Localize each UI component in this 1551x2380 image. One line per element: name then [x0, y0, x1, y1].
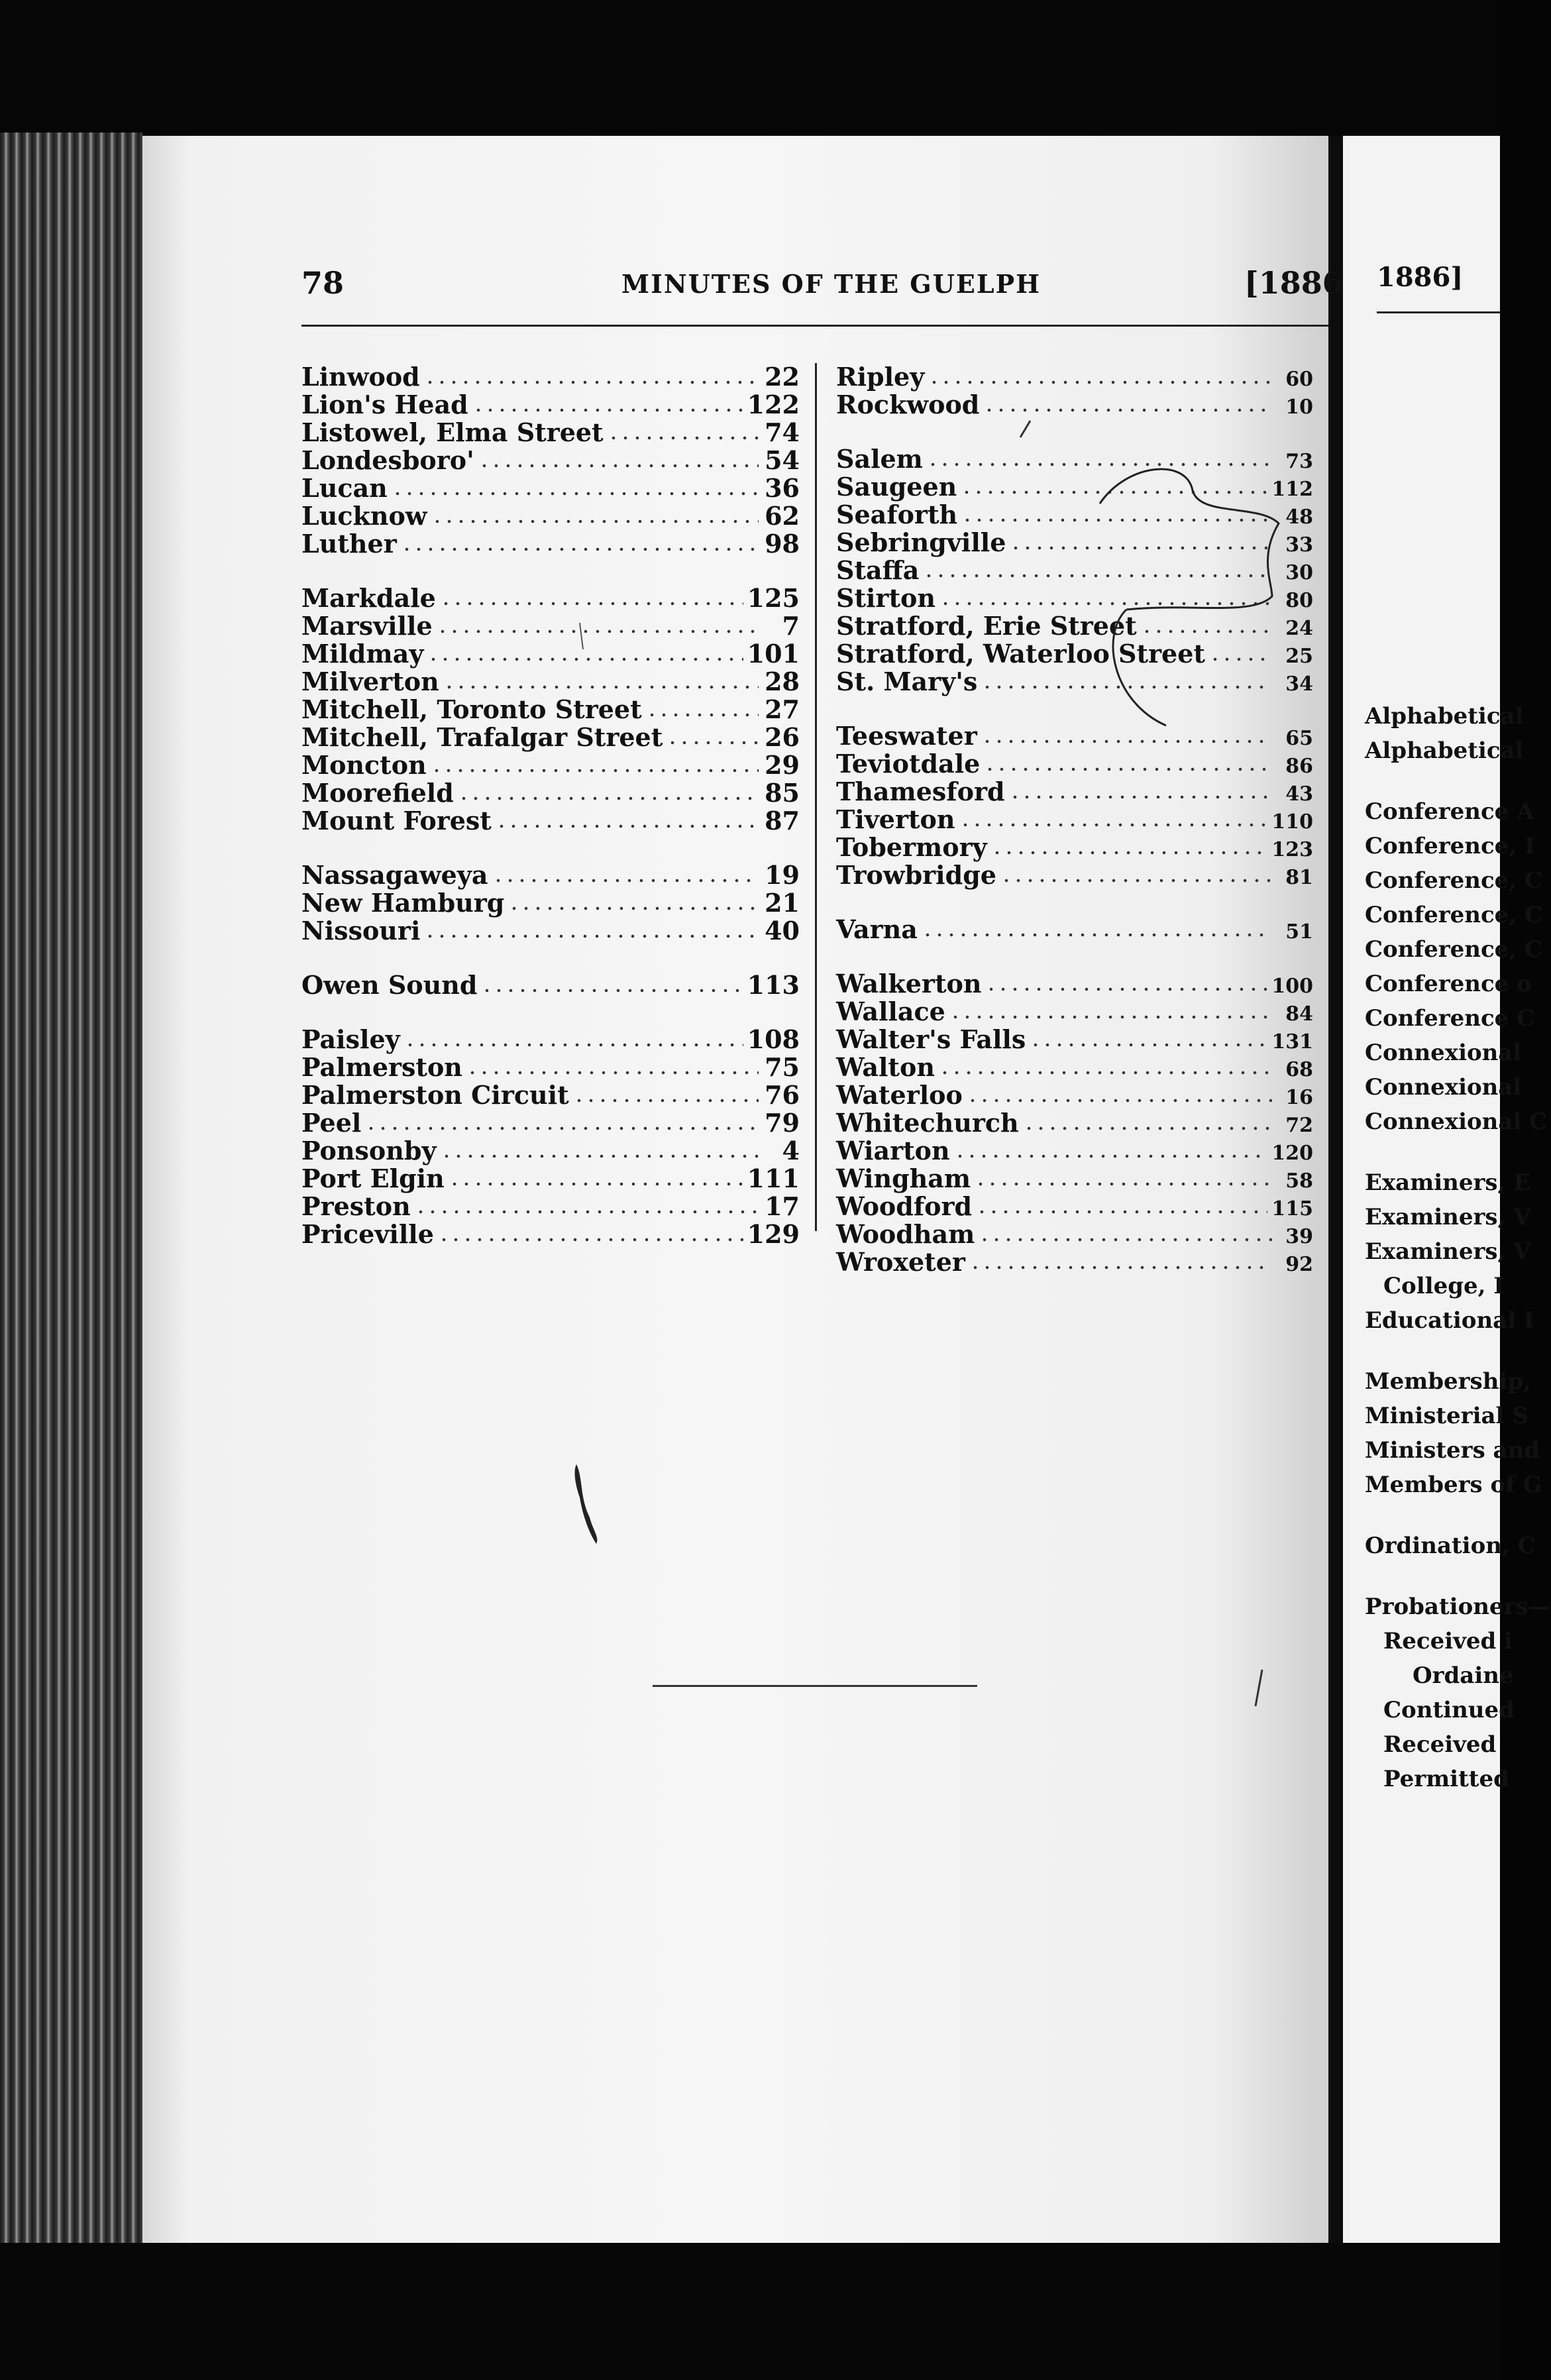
- dot-leader: [1209, 657, 1272, 662]
- facing-page-entry: Alphabetical: [1365, 703, 1524, 730]
- entry-name: Londesboro': [301, 445, 474, 475]
- index-column-right: [836, 363, 1313, 1276]
- index-entry: [301, 474, 800, 502]
- dot-leader: [961, 517, 1272, 523]
- entry-name: St. Mary's: [836, 667, 978, 696]
- entry-page: 101: [747, 639, 800, 669]
- facing-page-entry: Alphabetical: [1365, 737, 1524, 764]
- index-entry: [301, 696, 800, 724]
- entry-name: Stirton: [836, 583, 936, 613]
- dot-leader: [437, 629, 759, 634]
- entry-page: 30: [1285, 561, 1313, 584]
- entry-page: 98: [765, 529, 800, 559]
- entry-name: Port Elgin: [301, 1163, 445, 1193]
- index-entry: [836, 916, 1313, 944]
- index-entry: [836, 501, 1313, 529]
- index-entry: [836, 778, 1313, 806]
- entry-name: Thamesford: [836, 777, 1005, 806]
- entry-name: Ripley: [836, 362, 925, 392]
- header-rule: [301, 325, 1328, 327]
- dot-leader: [976, 1209, 1267, 1215]
- entry-name: Saugeen: [836, 472, 957, 502]
- entry-name: Sebringville: [836, 527, 1006, 557]
- entry-name: Woodham: [836, 1219, 975, 1249]
- index-entry: [836, 1109, 1313, 1137]
- facing-page-rule: [1377, 311, 1500, 313]
- dot-leader: [1009, 794, 1272, 800]
- index-entry: [301, 391, 800, 419]
- entry-name: Walkerton: [836, 969, 982, 999]
- entry-name: Trowbridge: [836, 860, 996, 890]
- index-entry: [836, 722, 1313, 750]
- index-entry: [836, 1248, 1313, 1276]
- entry-name: Stratford, Erie Street: [836, 611, 1137, 641]
- facing-page-entry: Examiners, V: [1365, 1238, 1531, 1265]
- dot-leader: [1141, 629, 1272, 634]
- entry-name: Walton: [836, 1052, 935, 1082]
- running-title: MINUTES OF THE GUELPH: [621, 269, 1042, 299]
- dot-leader: [478, 463, 759, 468]
- index-entry: [301, 584, 800, 612]
- entry-name: Waterloo: [836, 1080, 963, 1110]
- entry-page: 122: [747, 390, 800, 419]
- entry-page: 36: [765, 473, 800, 503]
- index-entry: [836, 834, 1313, 861]
- entry-name: Lion's Head: [301, 390, 468, 419]
- header-year: [1886: [1244, 265, 1344, 301]
- entry-page: 87: [765, 806, 800, 836]
- dot-leader: [927, 462, 1272, 467]
- entry-page: 108: [747, 1024, 800, 1054]
- entry-page: 7: [782, 611, 800, 641]
- dot-leader: [959, 822, 1268, 828]
- index-entry: [301, 1081, 800, 1109]
- index-entry: [301, 1026, 800, 1054]
- entry-name: Seaforth: [836, 500, 958, 529]
- dot-leader: [492, 878, 759, 883]
- entry-name: Mildmay: [301, 639, 424, 669]
- entry-page: 73: [1285, 450, 1313, 473]
- entry-page: 21: [765, 888, 800, 918]
- book-gutter: [1328, 136, 1343, 2243]
- entry-page: 85: [765, 778, 800, 808]
- scan-bottom-border: [0, 2243, 1500, 2380]
- dot-leader: [954, 1154, 1268, 1159]
- index-entry: [836, 1165, 1313, 1193]
- dot-leader: [979, 1237, 1272, 1242]
- facing-page-entry: Conference, I: [1365, 833, 1535, 859]
- entry-name: Nassagaweya: [301, 860, 488, 890]
- index-entry: [836, 473, 1313, 501]
- index-entry: [301, 1109, 800, 1137]
- index-entry: [301, 1165, 800, 1193]
- dot-leader: [392, 491, 759, 496]
- entry-name: Lucan: [301, 473, 388, 503]
- entry-name: Markdale: [301, 583, 436, 613]
- index-entry: [301, 917, 800, 945]
- index-entry: [301, 640, 800, 668]
- index-entry: [836, 529, 1313, 557]
- dot-leader: [939, 601, 1272, 606]
- index-entry: [836, 445, 1313, 473]
- entry-name: Listowel, Elma Street: [301, 417, 604, 447]
- entry-name: Milverton: [301, 667, 439, 696]
- dot-leader: [928, 380, 1272, 385]
- dot-leader: [431, 519, 759, 524]
- entry-name: Luther: [301, 529, 397, 559]
- dot-leader: [496, 824, 759, 829]
- dot-leader: [573, 1098, 759, 1103]
- entry-page: 92: [1285, 1253, 1313, 1276]
- dot-leader: [401, 547, 759, 552]
- dot-leader: [1023, 1126, 1272, 1131]
- entry-page: 39: [1285, 1225, 1313, 1248]
- entry-page: 68: [1285, 1058, 1313, 1081]
- entry-page: 131: [1271, 1030, 1313, 1054]
- book-spine-edge: [0, 133, 142, 2243]
- dot-leader: [424, 380, 759, 385]
- facing-page-entry: Received i: [1383, 1628, 1513, 1654]
- entry-page: 112: [1271, 478, 1313, 501]
- facing-page-entry: Conference o: [1365, 971, 1532, 997]
- index-entry: [301, 1137, 800, 1165]
- entry-name: Nissouri: [301, 916, 421, 946]
- entry-name: Mitchell, Trafalgar Street: [301, 722, 663, 752]
- facing-page-entry: Examiners, E: [1365, 1169, 1531, 1196]
- entry-name: Woodford: [836, 1191, 973, 1221]
- index-entry: [301, 1220, 800, 1248]
- dot-leader: [961, 490, 1267, 495]
- dot-leader: [608, 435, 759, 441]
- facing-page-entry: Conference, C: [1365, 867, 1543, 894]
- facing-page-entry: Connexional: [1365, 1074, 1522, 1101]
- facing-page-entry: Received: [1383, 1731, 1497, 1758]
- entry-page: 48: [1285, 506, 1313, 529]
- dot-leader: [458, 796, 759, 801]
- entry-name: Owen Sound: [301, 970, 478, 1000]
- index-entry: [836, 861, 1313, 889]
- entry-page: 24: [1285, 617, 1313, 640]
- entry-page: 62: [765, 501, 800, 531]
- facing-page-entry: Connexional C: [1365, 1109, 1548, 1135]
- facing-page-entry: Conference C: [1365, 1005, 1535, 1032]
- entry-page: 80: [1285, 589, 1313, 612]
- dot-leader: [508, 906, 759, 911]
- dot-leader: [981, 739, 1272, 744]
- index-entry: [301, 1193, 800, 1220]
- entry-page: 125: [747, 583, 800, 613]
- entry-page: 16: [1285, 1086, 1313, 1109]
- dot-leader: [981, 684, 1272, 690]
- entry-page: 33: [1285, 533, 1313, 557]
- entry-page: 10: [1285, 396, 1313, 419]
- entry-page: 58: [1285, 1169, 1313, 1193]
- index-entry: [836, 806, 1313, 834]
- entry-page: 22: [765, 362, 800, 392]
- entry-page: 76: [765, 1080, 800, 1110]
- entry-name: Linwood: [301, 362, 420, 392]
- index-entry: [836, 391, 1313, 419]
- entry-name: Mitchell, Toronto Street: [301, 694, 642, 724]
- dot-leader: [466, 1070, 759, 1075]
- entry-name: Varna: [836, 914, 918, 944]
- dot-leader: [415, 1209, 759, 1215]
- entry-name: Palmerston Circuit: [301, 1080, 569, 1110]
- entry-name: Rockwood: [836, 390, 980, 419]
- dot-leader: [985, 987, 1267, 992]
- entry-name: Preston: [301, 1191, 411, 1221]
- entry-name: Marsville: [301, 611, 433, 641]
- page-header: [301, 265, 1344, 311]
- entry-name: Moorefield: [301, 778, 454, 808]
- dot-leader: [975, 1181, 1272, 1187]
- index-entry: [301, 779, 800, 807]
- dot-leader: [1010, 545, 1272, 551]
- index-entry: [836, 584, 1313, 612]
- entry-page: 40: [765, 916, 800, 946]
- column-divider: [815, 363, 817, 1231]
- entry-page: 129: [747, 1219, 800, 1249]
- index-entry: [301, 419, 800, 447]
- index-entry: [301, 807, 800, 835]
- entry-page: 28: [765, 667, 800, 696]
- facing-page-entry: Ordaine: [1413, 1662, 1514, 1689]
- entry-name: Priceville: [301, 1219, 434, 1249]
- dot-leader: [441, 1154, 759, 1159]
- facing-page-entry: Members of G: [1365, 1472, 1542, 1498]
- entry-name: Wroxeter: [836, 1247, 965, 1277]
- dot-leader: [923, 573, 1272, 578]
- facing-page-entry: Permitted: [1383, 1766, 1509, 1792]
- dot-leader: [922, 932, 1272, 938]
- entry-name: Lucknow: [301, 501, 427, 531]
- dot-leader: [427, 657, 743, 662]
- facing-page-entry: Continued: [1383, 1697, 1515, 1723]
- dot-leader: [1000, 878, 1272, 883]
- entry-page: 81: [1285, 866, 1313, 889]
- entry-page: 113: [747, 970, 800, 1000]
- index-entry: [836, 363, 1313, 391]
- entry-name: Paisley: [301, 1024, 400, 1054]
- dot-leader: [667, 740, 759, 745]
- index-entry: [836, 640, 1313, 668]
- entry-name: Wallace: [836, 997, 945, 1026]
- entry-name: Teeswater: [836, 721, 977, 751]
- dot-leader: [984, 767, 1272, 772]
- dot-leader: [472, 407, 743, 413]
- entry-page: 65: [1285, 727, 1313, 750]
- entry-name: Teviotdale: [836, 749, 981, 779]
- facing-page-list: [1365, 699, 1551, 1796]
- entry-page: 72: [1285, 1114, 1313, 1137]
- dot-leader: [443, 684, 759, 690]
- entry-page: 100: [1271, 975, 1313, 998]
- entry-name: Ponsonby: [301, 1136, 437, 1165]
- entry-name: Peel: [301, 1108, 362, 1138]
- entry-name: Moncton: [301, 750, 427, 780]
- index-entry: [836, 1193, 1313, 1220]
- entry-page: 86: [1285, 755, 1313, 778]
- entry-page: 74: [765, 417, 800, 447]
- facing-page-entry: Probationers—: [1365, 1594, 1551, 1620]
- index-entry: [836, 1026, 1313, 1054]
- index-entry: [836, 557, 1313, 584]
- end-rule: [653, 1685, 977, 1687]
- entry-name: Palmerston: [301, 1052, 462, 1082]
- index-entry: [836, 1137, 1313, 1165]
- facing-page-entry: Examiners, V: [1365, 1204, 1531, 1230]
- facing-page-entry: Connexional: [1365, 1040, 1522, 1066]
- facing-page-entry: Ministers and: [1365, 1437, 1540, 1464]
- facing-page-header: 1886]: [1377, 262, 1464, 293]
- entry-page: 43: [1285, 783, 1313, 806]
- index-entry: [301, 502, 800, 530]
- entry-name: Salem: [836, 444, 923, 474]
- index-entry: [301, 971, 800, 999]
- dot-leader: [969, 1265, 1272, 1270]
- facing-page-entry: Conference, C: [1365, 902, 1543, 928]
- entry-name: Tiverton: [836, 804, 955, 834]
- scan-top-border: [0, 0, 1500, 136]
- dot-leader: [646, 712, 759, 718]
- index-column-left: [301, 363, 800, 1248]
- index-entry: [836, 612, 1313, 640]
- dot-leader: [404, 1042, 743, 1048]
- entry-name: New Hamburg: [301, 888, 505, 918]
- entry-page: 120: [1271, 1142, 1313, 1165]
- entry-page: 115: [1271, 1197, 1313, 1220]
- dot-leader: [991, 850, 1268, 855]
- dot-leader: [440, 601, 743, 606]
- entry-page: 29: [765, 750, 800, 780]
- page-number: 78: [301, 265, 345, 301]
- dot-leader: [424, 934, 759, 939]
- dot-leader: [365, 1126, 759, 1131]
- dot-leader: [939, 1070, 1272, 1075]
- entry-page: 123: [1271, 838, 1313, 861]
- facing-page-entry: Ministerial S: [1365, 1403, 1528, 1429]
- entry-page: 19: [765, 860, 800, 890]
- entry-page: 27: [765, 694, 800, 724]
- index-entry: [301, 447, 800, 474]
- index-entry: [301, 668, 800, 696]
- entry-page: 54: [765, 445, 800, 475]
- index-entry: [301, 530, 800, 558]
- entry-page: 111: [747, 1163, 800, 1193]
- index-entry: [301, 363, 800, 391]
- entry-page: 60: [1285, 368, 1313, 391]
- dot-leader: [967, 1098, 1272, 1103]
- dot-leader: [983, 407, 1272, 413]
- index-entry: [301, 1054, 800, 1081]
- index-entry: [836, 1081, 1313, 1109]
- dot-leader: [438, 1237, 743, 1242]
- index-entry: [836, 970, 1313, 998]
- entry-page: 17: [765, 1191, 800, 1221]
- entry-page: 79: [765, 1108, 800, 1138]
- facing-page-entry: Educational I: [1365, 1307, 1534, 1334]
- entry-page: 75: [765, 1052, 800, 1082]
- index-entry: [301, 724, 800, 751]
- dot-leader: [481, 988, 743, 993]
- index-entry: [836, 1220, 1313, 1248]
- entry-name: Tobermory: [836, 832, 987, 862]
- dot-leader: [449, 1181, 743, 1187]
- dot-leader: [949, 1014, 1272, 1020]
- index-entry: [301, 751, 800, 779]
- entry-page: 4: [782, 1136, 800, 1165]
- entry-page: 34: [1285, 673, 1313, 696]
- entry-page: 110: [1271, 810, 1313, 834]
- index-entry: [836, 998, 1313, 1026]
- entry-page: 25: [1285, 645, 1313, 668]
- entry-name: Stratford, Waterloo Street: [836, 639, 1205, 669]
- index-entry: [836, 750, 1313, 778]
- entry-name: Walter's Falls: [836, 1024, 1026, 1054]
- entry-page: 84: [1285, 1002, 1313, 1026]
- facing-page-entry: Conference, C: [1365, 936, 1543, 963]
- index-entry: [301, 612, 800, 640]
- index-entry: [836, 1054, 1313, 1081]
- entry-name: Whitechurch: [836, 1108, 1019, 1138]
- entry-name: Wiarton: [836, 1136, 950, 1165]
- entry-page: 26: [765, 722, 800, 752]
- facing-page-entry: Membership,: [1365, 1368, 1531, 1395]
- facing-page-entry: Conference A: [1365, 798, 1534, 825]
- index-entry: [301, 861, 800, 889]
- entry-page: 51: [1285, 920, 1313, 944]
- entry-name: Mount Forest: [301, 806, 492, 836]
- facing-page-entry: Ordination, C: [1365, 1533, 1536, 1559]
- index-entry: [836, 668, 1313, 696]
- dot-leader: [431, 768, 759, 773]
- entry-name: Wingham: [836, 1163, 971, 1193]
- entry-name: Staffa: [836, 555, 920, 585]
- index-entry: [301, 889, 800, 917]
- dot-leader: [1030, 1042, 1267, 1048]
- facing-page-entry: College, I: [1383, 1273, 1505, 1299]
